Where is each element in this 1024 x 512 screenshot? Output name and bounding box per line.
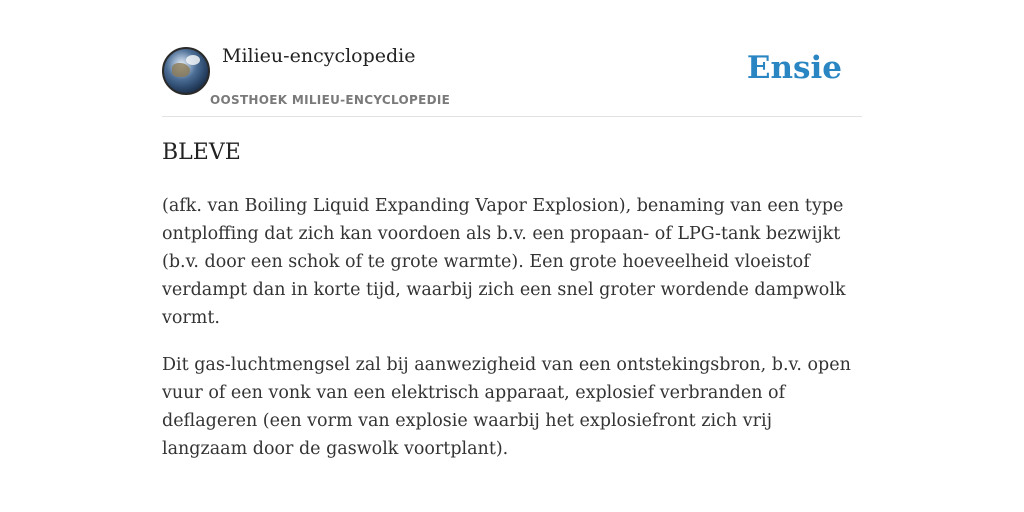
site-header — [162, 0, 862, 117]
earth-globe-icon[interactable] — [162, 47, 210, 95]
page-container — [162, 0, 862, 459]
site-subtitle: OOSTHOEK MILIEU-ENCYCLOPEDIE — [210, 93, 451, 107]
article-paragraph: (afk. van Boiling Liquid Expanding Vapor Explosion), benaming van een type ontploffing dat zich kan voordoen als b.v. een propaan- of LPG-tank bezwijkt (b.v. door een schok of te grote warmte). Een grote hoeveelheid vloeistof verdampt dan in korte tijd, waarbij zich een snel groter wordende dampwolk vormt. — [162, 196, 846, 328]
brand-logo-link[interactable]: Ensie — [746, 50, 842, 86]
site-name-link[interactable]: Milieu-encyclopedie — [222, 45, 416, 67]
article-paragraph: Dit gas-luchtmengsel zal bij aanwezigheid van een ontstekingsbron, b.v. open vuur of een vonk van een elektrisch apparaat, explosief verbranden of deflageren (een vorm van explosie waarbij het explosiefront zich vrij langzaam door de gaswolk voortplant). — [162, 355, 851, 459]
article-title: BLEVE — [162, 140, 241, 165]
